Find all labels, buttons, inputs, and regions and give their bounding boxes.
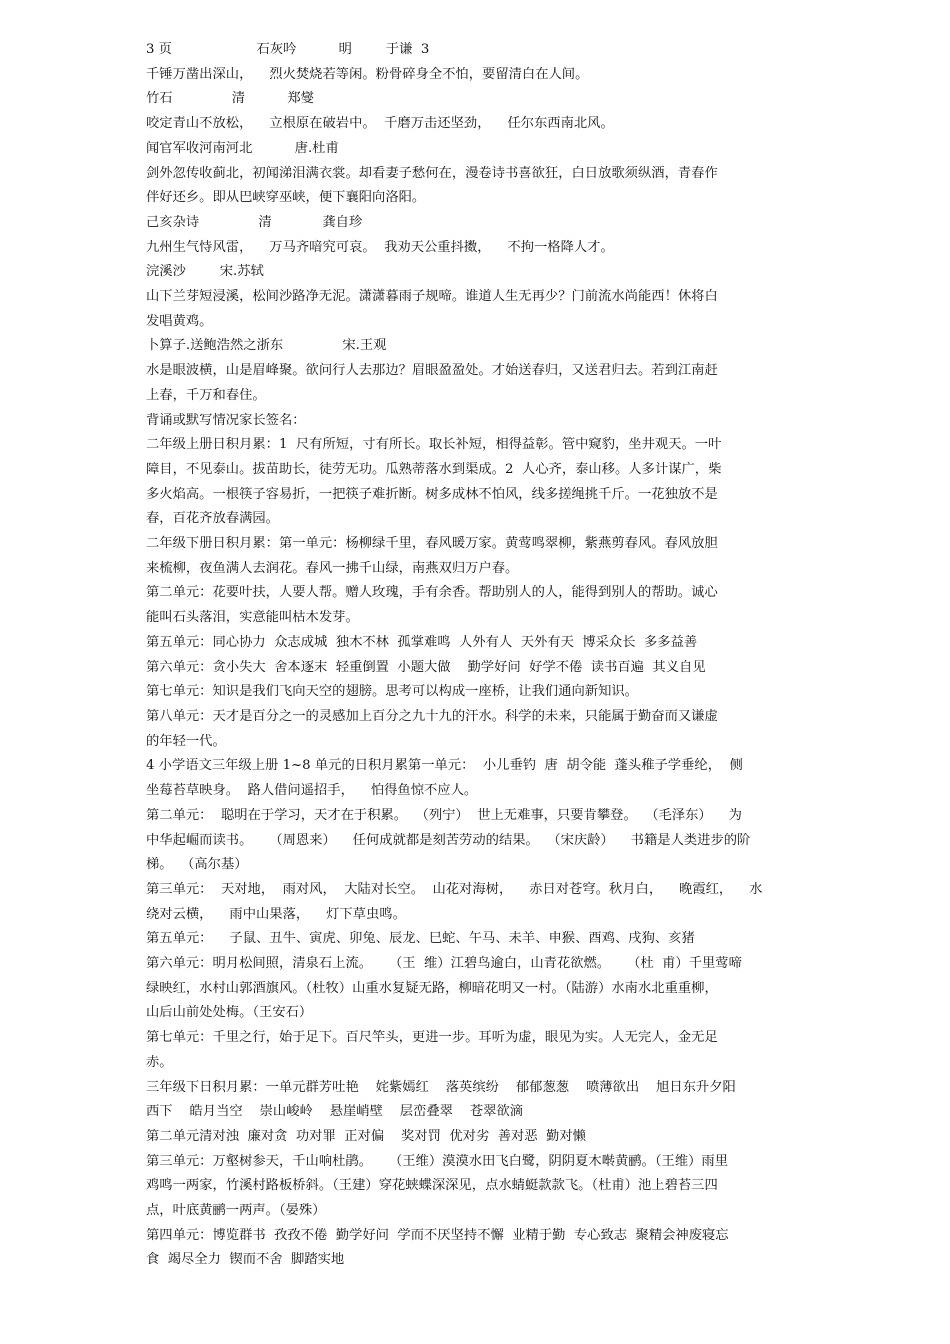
text-line: 咬定青山不放松， 立根原在破岩中。 千磨万击还坚劲， 任尔东西南北风。 <box>146 116 614 132</box>
document-page <box>146 38 766 1273</box>
text-line: 来梳柳，夜鱼满人去润花。春风一拂千山绿，南燕双归万户春。 <box>146 560 519 576</box>
text-line: 山后山前处处梅。（王安石） <box>146 1005 313 1021</box>
text-line: 第二单元：花要叶扶，人要人帮。赠人玫瑰，手有余香。帮助别人的人，能得到别人的帮助。诚心 <box>146 585 718 601</box>
text-line: 第五单元：同心协力 众志成城 独木不林 孤掌难鸣 人外有人 天外有天 博采众长 多多益善 <box>146 634 698 650</box>
text-line: 第二单元清对浊 廉对贪 功对罪 正对偏 奖对罚 优对劣 善对恶 勤对懒 <box>146 1128 586 1144</box>
text-line: 二年级下册日积月累：第一单元：杨柳绿千里，春风暖万家。黄莺鸣翠柳，紫燕剪春风。春风放胆 <box>146 536 718 552</box>
text-line: 第二单元： 聪明在于学习，天才在于积累。 （列宁） 世上无难事，只要肯攀登。 （毛泽东） 为 <box>146 807 742 823</box>
text-line: 鸡鸣一两家，竹溪村路板桥斜。（王建）穿花蛱蝶深深见，点水蜻蜓款款飞。（杜甫）池上碧苔三四 <box>146 1178 718 1194</box>
text-line: 第七单元：知识是我们飞向天空的翅膀。思考可以构成一座桥，让我们通向新知识。 <box>146 684 638 700</box>
text-line: 千锤万凿出深山， 烈火焚烧若等闲。粉骨碎身全不怕，要留清白在人间。 <box>146 66 589 82</box>
text-line: 能叫石头落泪，实意能叫枯木发芽。 <box>146 610 359 626</box>
text-line: 绕对云横， 雨中山果落， 灯下草虫鸣。 <box>146 906 406 922</box>
text-line: 第六单元：明月松间照，清泉石上流。 （王 维）江碧鸟逾白，山青花欲燃。 （杜 甫）千里莺啼 <box>146 956 742 972</box>
text-line: 4 小学语文三年级上册 1~8 单元的日积月累第一单元： 小儿垂钓 唐 胡令能 蓬头稚子学垂纶， 侧 <box>146 758 743 774</box>
text-line: 发唱黄鸡。 <box>146 313 213 329</box>
text-line: 二年级上册日积月累：1 尺有所短，寸有所长。取长补短，相得益彰。管中窥豹，坐井观天。一叶 <box>146 437 722 453</box>
text-line: 春，百花齐放春满园。 <box>146 511 279 527</box>
text-line: 第五单元： 子鼠、丑牛、寅虎、卯兔、辰龙、巳蛇、午马、未羊、申猴、酉鸡、戌狗、亥猪 <box>146 931 695 947</box>
text-line: 浣溪沙 宋.苏轼 <box>146 264 264 280</box>
text-line: 九州生气恃风雷， 万马齐喑究可哀。 我劝天公重抖擞， 不拘一格降人才。 <box>146 239 614 255</box>
text-line: 第七单元：千里之行，始于足下。百尺竿头，更进一步。耳听为虚，眼见为实。人无完人，金无足 <box>146 1030 718 1046</box>
text-line: 食 竭尽全力 锲而不舍 脚踏实地 <box>146 1252 345 1268</box>
text-line: 点，叶底黄鹂一两声。（晏殊） <box>146 1203 326 1219</box>
text-line: 赤。 <box>146 1054 173 1070</box>
text-line: 3 页 石灰吟 明 于谦 3 <box>146 42 430 57</box>
text-line: 坐莓苔草映身。 路人借问遥招手， 怕得鱼惊不应人。 <box>146 783 478 799</box>
text-line: 山下兰芽短浸溪，松间沙路净无泥。潇潇暮雨子规啼。谁道人生无再少？门前流水尚能西！休将白 <box>146 289 718 305</box>
text-line: 上春，千万和春住。 <box>146 387 266 403</box>
text-line: 伴好还乡。即从巴峡穿巫峡，便下襄阳向洛阳。 <box>146 190 426 206</box>
text-line: 中华起崛而读书。 （周恩来） 任何成就都是刻苦劳动的结果。 （宋庆龄） 书籍是人类进步的阶 <box>146 832 751 848</box>
text-line: 竹石 清 郑燮 <box>146 91 314 107</box>
text-line: 第三单元： 天对地， 雨对风， 大陆对长空。 山花对海树， 赤日对苍穹。秋月白， 晚霞红， 水 <box>146 881 763 897</box>
text-line: 卜算子.送鲍浩然之浙东 宋.王观 <box>146 338 387 354</box>
text-line: 第八单元：天才是百分之一的灵感加上百分之九十九的汗水。科学的未来，只能属于勤奋而又谦虚 <box>146 708 718 724</box>
text-line: 西下 皓月当空 崇山峻岭 悬崖峭壁 层峦叠翠 苍翠欲滴 <box>146 1104 524 1120</box>
text-line: 的年轻一代。 <box>146 733 226 749</box>
text-line: 多火焰高。一根筷子容易折，一把筷子难折断。树多成林不怕风，线多搓绳挑千斤。一花独放不是 <box>146 486 718 502</box>
text-line: 第三单元：万壑树参天，千山响杜鹃。 （王维）漠漠水田飞白鹭，阴阴夏木啭黄鹂。（王维）雨里 <box>146 1153 729 1169</box>
text-line: 水是眼波横，山是眉峰聚。欲问行人去那边？眉眼盈盈处。才始送春归，又送君归去。若到江南赶 <box>146 363 718 379</box>
text-line: 剑外忽传收蓟北，初闻涕泪满衣裳。却看妻子愁何在，漫卷诗书喜欲狂，白日放歌须纵酒，青春作 <box>146 165 718 181</box>
text-line: 第六单元：贪小失大 舍本逐末 轻重倒置 小题大做 勤学好问 好学不倦 读书百遍 其义自见 <box>146 659 706 675</box>
text-line: 障目，不见泰山。拔苗助长，徒劳无功。瓜熟蒂落水到渠成。2 人心齐，泰山移。人多计谋广，柴 <box>146 461 722 477</box>
text-line: 绿映红，水村山郭酒旗风。（杜牧）山重水复疑无路，柳暗花明又一村。（陆游）水南水北重重柳， <box>146 980 718 996</box>
text-line: 梯。 （高尔基） <box>146 857 248 873</box>
text-line: 第四单元：博览群书 孜孜不倦 勤学好问 学而不厌坚持不懈 业精于勤 专心致志 聚精会神废寝忘 <box>146 1227 729 1243</box>
text-line: 三年级下日积月累：一单元群芳吐艳 姹紫嫣红 落英缤纷 郁郁葱葱 喷薄欲出 旭日东升夕阳 <box>146 1079 736 1095</box>
text-line: 闻官军收河南河北 唐.杜甫 <box>146 140 339 156</box>
text-line: 背诵或默写情况家长签名： <box>146 412 306 428</box>
text-line: 己亥杂诗 清 龚自珍 <box>146 214 363 230</box>
